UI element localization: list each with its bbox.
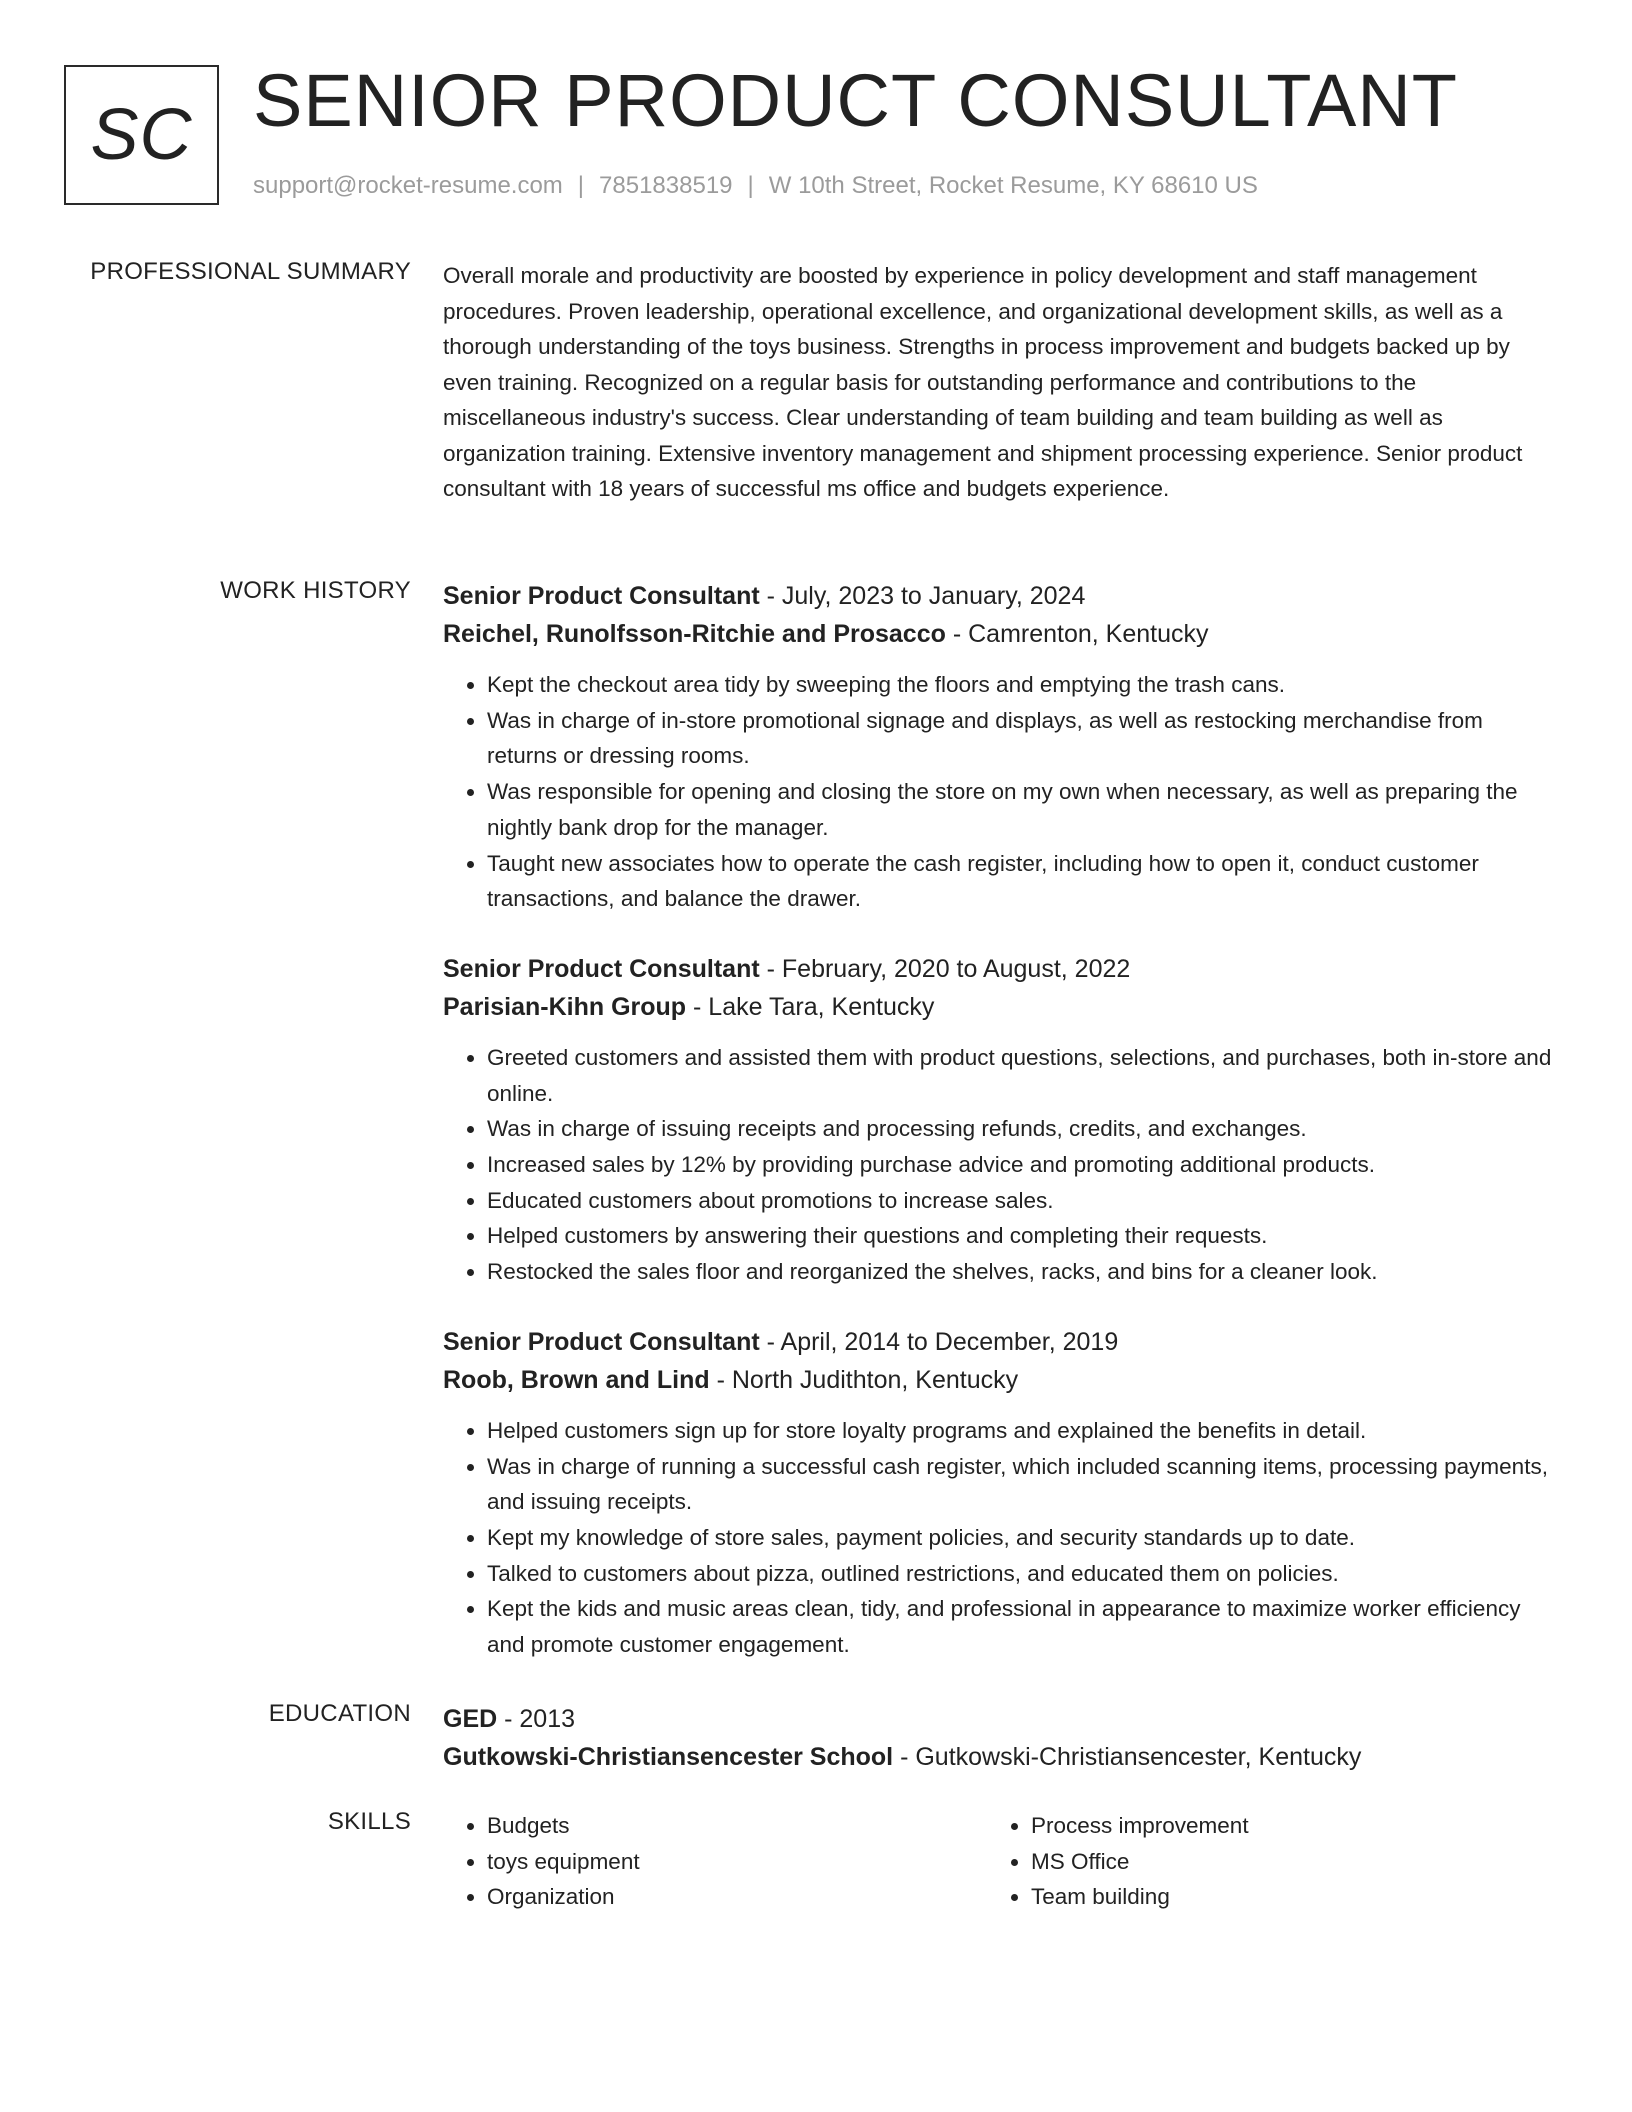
education-school: Gutkowski-Christiansencester School [443, 1743, 894, 1771]
contact-separator: | [577, 172, 585, 199]
job-duty: • Kept the kids and music areas clean, tidy, and professional in appearance to maximize worker efficiency and promote customer engagement. [487, 1591, 1553, 1662]
job-company-line [443, 615, 1553, 653]
job-entry [443, 1323, 1553, 1663]
job-location: - North Judithton, Kentucky [709, 1365, 1019, 1394]
job-duties [443, 1040, 1553, 1290]
education-year: - 2013 [497, 1705, 576, 1733]
education-degree: GED [443, 1705, 498, 1733]
job-title: Senior Product Consultant [443, 954, 760, 983]
job-title-line [443, 577, 1553, 615]
job-entry [443, 950, 1553, 1290]
job-company: Roob, Brown and Lind [443, 1365, 710, 1394]
job-dates: - February, 2020 to August, 2022 [759, 954, 1131, 983]
contact-phone[interactable]: 7851838519 [599, 172, 733, 199]
skills-list-left [443, 1808, 987, 1915]
section-heading-work-history: WORK HISTORY [220, 577, 411, 604]
job-company: Reichel, Runolfsson-Ritchie and Prosacco [443, 620, 946, 648]
job-duty: • Was in charge of issuing receipts and processing refunds, credits, and exchanges. [487, 1111, 1553, 1147]
job-duties [443, 1413, 1553, 1663]
initials-text: SC [90, 95, 193, 175]
job-company-line [443, 1361, 1553, 1399]
page-title: SENIOR PRODUCT CONSULTANT [253, 59, 1458, 142]
job-list [443, 577, 1553, 1696]
skill-item: • Budgets [487, 1808, 987, 1844]
job-location: - Camrenton, Kentucky [945, 620, 1209, 648]
job-title: Senior Product Consultant [443, 582, 760, 610]
education-degree-line [443, 1700, 1553, 1738]
job-duty: • Greeted customers and assisted them with product questions, selections, and purchases, both in-store and online. [487, 1040, 1553, 1111]
job-duty: • Kept my knowledge of store sales, payment policies, and security standards up to date. [487, 1520, 1553, 1556]
job-dates: - July, 2023 to January, 2024 [759, 582, 1086, 610]
job-duty: • Was responsible for opening and closing the store on my own when necessary, as well as preparing the nightly bank drop for the manager. [487, 774, 1553, 845]
skill-item: • MS Office [1031, 1844, 1531, 1880]
job-duty: • Increased sales by 12% by providing purchase advice and promoting additional products. [487, 1147, 1553, 1183]
job-entry [443, 577, 1553, 917]
job-duty: • Kept the checkout area tidy by sweeping the floors and emptying the trash cans. [487, 667, 1553, 703]
job-location: - Lake Tara, Kentucky [686, 992, 935, 1021]
job-company: Parisian-Kihn Group [443, 992, 687, 1021]
job-duties [443, 667, 1553, 917]
skills-columns [443, 1808, 1553, 1915]
job-duty: • Talked to customers about pizza, outlined restrictions, and educated them on policies. [487, 1556, 1553, 1592]
section-heading-skills: SKILLS [327, 1808, 411, 1835]
job-title-line [443, 950, 1553, 988]
job-duty: • Restocked the sales floor and reorganized the shelves, racks, and bins for a cleaner look. [487, 1254, 1553, 1290]
initials-monogram [64, 65, 219, 205]
contact-separator: | [747, 172, 754, 199]
skill-item: • Team building [1031, 1879, 1531, 1915]
contact-email[interactable]: support@rocket-resume.com [253, 172, 563, 199]
job-duty: • Was in charge of in-store promotional signage and displays, as well as restocking merchandise from returns or dressing rooms. [487, 703, 1553, 774]
contact-address: W 10th Street, Rocket Resume, KY 68610 US [768, 172, 1258, 199]
skill-item: • Process improvement [1031, 1808, 1531, 1844]
job-company-line [443, 988, 1553, 1026]
skill-item: • toys equipment [487, 1844, 987, 1880]
job-dates: - April, 2014 to December, 2019 [759, 1327, 1119, 1356]
section-heading-education: EDUCATION [268, 1700, 411, 1727]
job-title-line [443, 1323, 1553, 1361]
skills-list-right [987, 1808, 1531, 1915]
job-title: Senior Product Consultant [443, 1327, 760, 1356]
section-heading-summary: PROFESSIONAL SUMMARY [90, 258, 411, 285]
job-duty: • Helped customers by answering their questions and completing their requests. [487, 1218, 1553, 1254]
summary-text: Overall morale and productivity are boosted by experience in policy development and staff management procedures. Proven leadership, operational excellence, and organizational development skills, as well as a thorough understanding of the toys business. Strengths in process improvement and budgets backed up by even training. Recognized on a regular basis for outstanding performance and contributions to the miscellaneous industry's success. Clear understanding of team building and team building as well as organization training. Extensive inventory management and shipment processing experience. Senior product consultant with 18 years of successful ms office and budgets experience. [443, 263, 1523, 501]
job-duty: • Taught new associates how to operate the cash register, including how to open it, conduct customer transactions, and balance the drawer. [487, 846, 1553, 917]
education-location: - Gutkowski-Christiansencester, Kentucky [893, 1743, 1362, 1771]
skill-item: • Organization [487, 1879, 987, 1915]
contact-line [253, 172, 1258, 200]
job-duty: • Was in charge of running a successful cash register, which included scanning items, processing payments, and issuing receipts. [487, 1449, 1553, 1520]
job-duty: • Educated customers about promotions to increase sales. [487, 1183, 1553, 1219]
education-school-line [443, 1738, 1553, 1776]
job-duty: • Helped customers sign up for store loyalty programs and explained the benefits in detail. [487, 1413, 1553, 1449]
